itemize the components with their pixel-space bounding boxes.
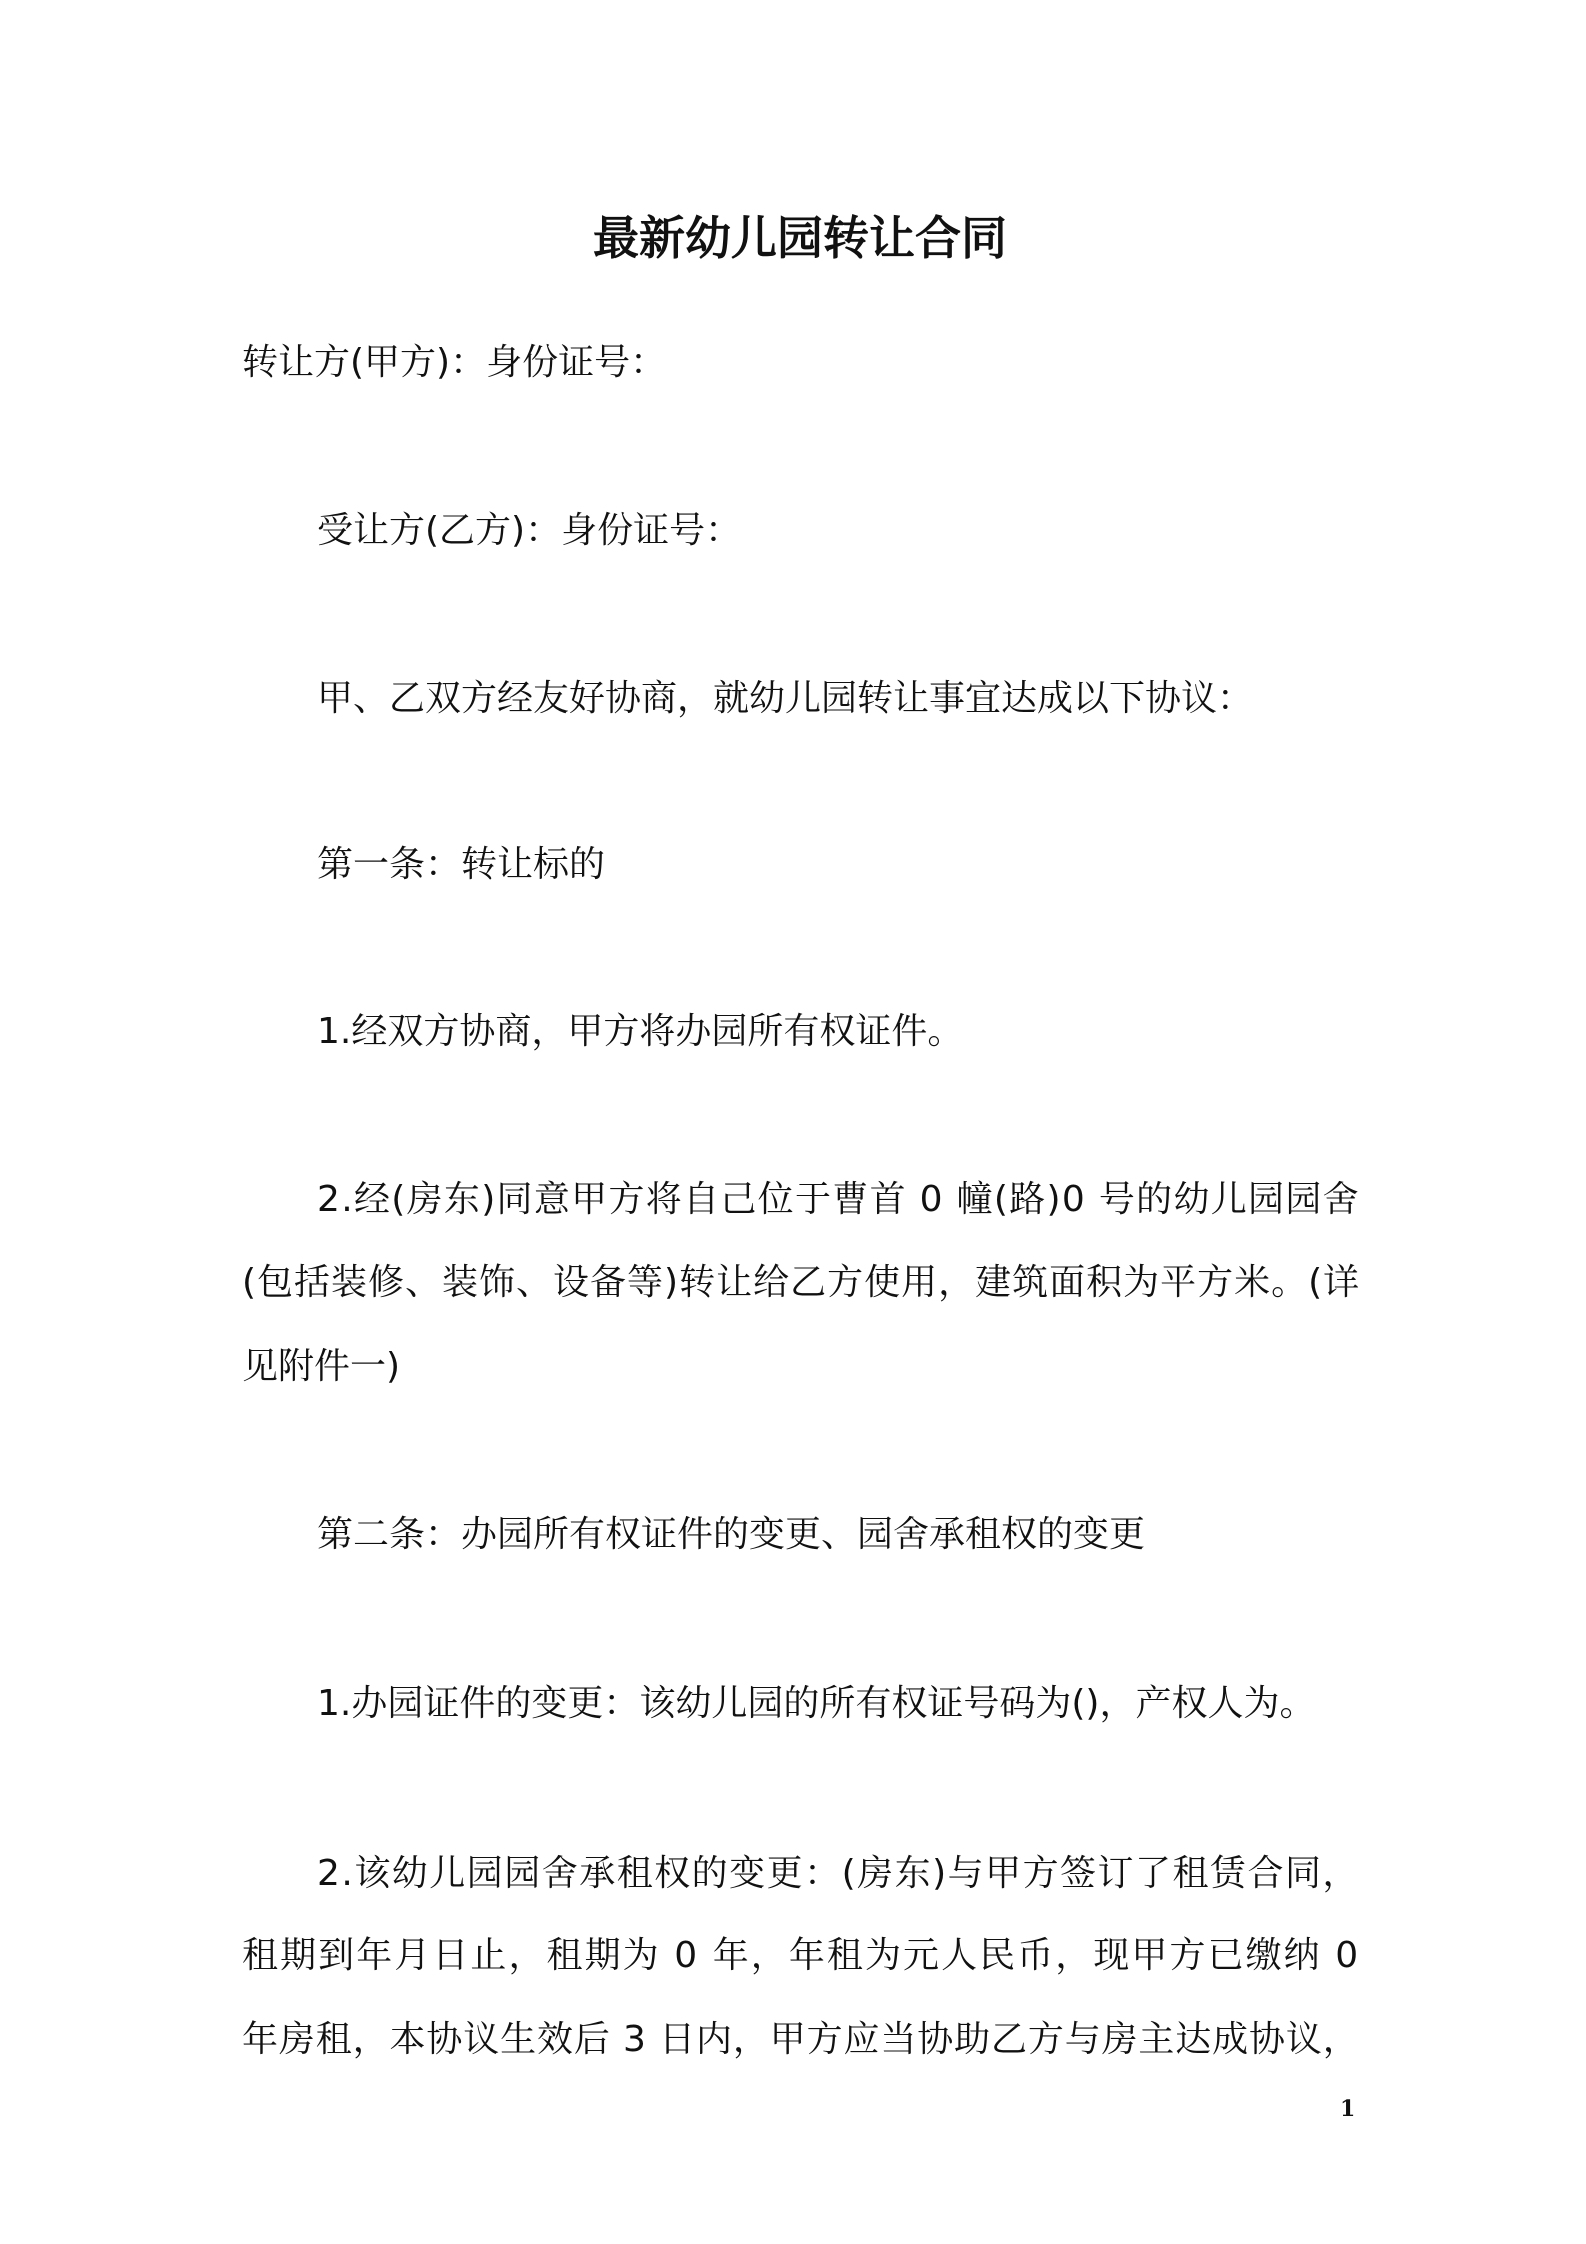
article-2-heading: 第二条：办园所有权证件的变更、园舍承租权的变更 bbox=[317, 1514, 1146, 1555]
article-1-item-1: 1.经双方协商，甲方将办园所有权证件。 bbox=[317, 1011, 964, 1052]
agreement-intro: 甲、乙双方经友好协商，就幼儿园转让事宜达成以下协议： bbox=[317, 678, 1254, 719]
transferor-line: 转让方(甲方)：身份证号： bbox=[242, 342, 667, 383]
article-1-item-2-line: 见附件一) bbox=[242, 1346, 401, 1387]
page-number: 1 bbox=[1340, 2096, 1356, 2122]
article-1-item-2-line: (包括装修、装饰、设备等)转让给乙方使用，建筑面积为平方米。(详 bbox=[242, 1262, 1361, 1303]
article-2-item-2-line: 租期到年月日止，租期为 0 年，年租为元人民币，现甲方已缴纳 0 bbox=[242, 1935, 1361, 1976]
article-2-item-1: 1.办园证件的变更：该幼儿园的所有权证号码为()，产权人为。 bbox=[317, 1683, 1316, 1724]
article-1-heading: 第一条：转让标的 bbox=[317, 844, 606, 885]
document-title: 最新幼儿园转让合同 bbox=[593, 211, 1007, 265]
article-2-item-2-line: 2.该幼儿园园舍承租权的变更：(房东)与甲方签订了租赁合同， bbox=[317, 1853, 1360, 1894]
transferee-line: 受让方(乙方)：身份证号： bbox=[317, 510, 742, 551]
article-1-item-2-line: 2.经(房东)同意甲方将自己位于曹首 0 幢(路)0 号的幼儿园园舍 bbox=[317, 1179, 1360, 1220]
article-2-item-2-line: 年房租，本协议生效后 3 日内，甲方应当协助乙方与房主达成协议， bbox=[242, 2019, 1360, 2060]
